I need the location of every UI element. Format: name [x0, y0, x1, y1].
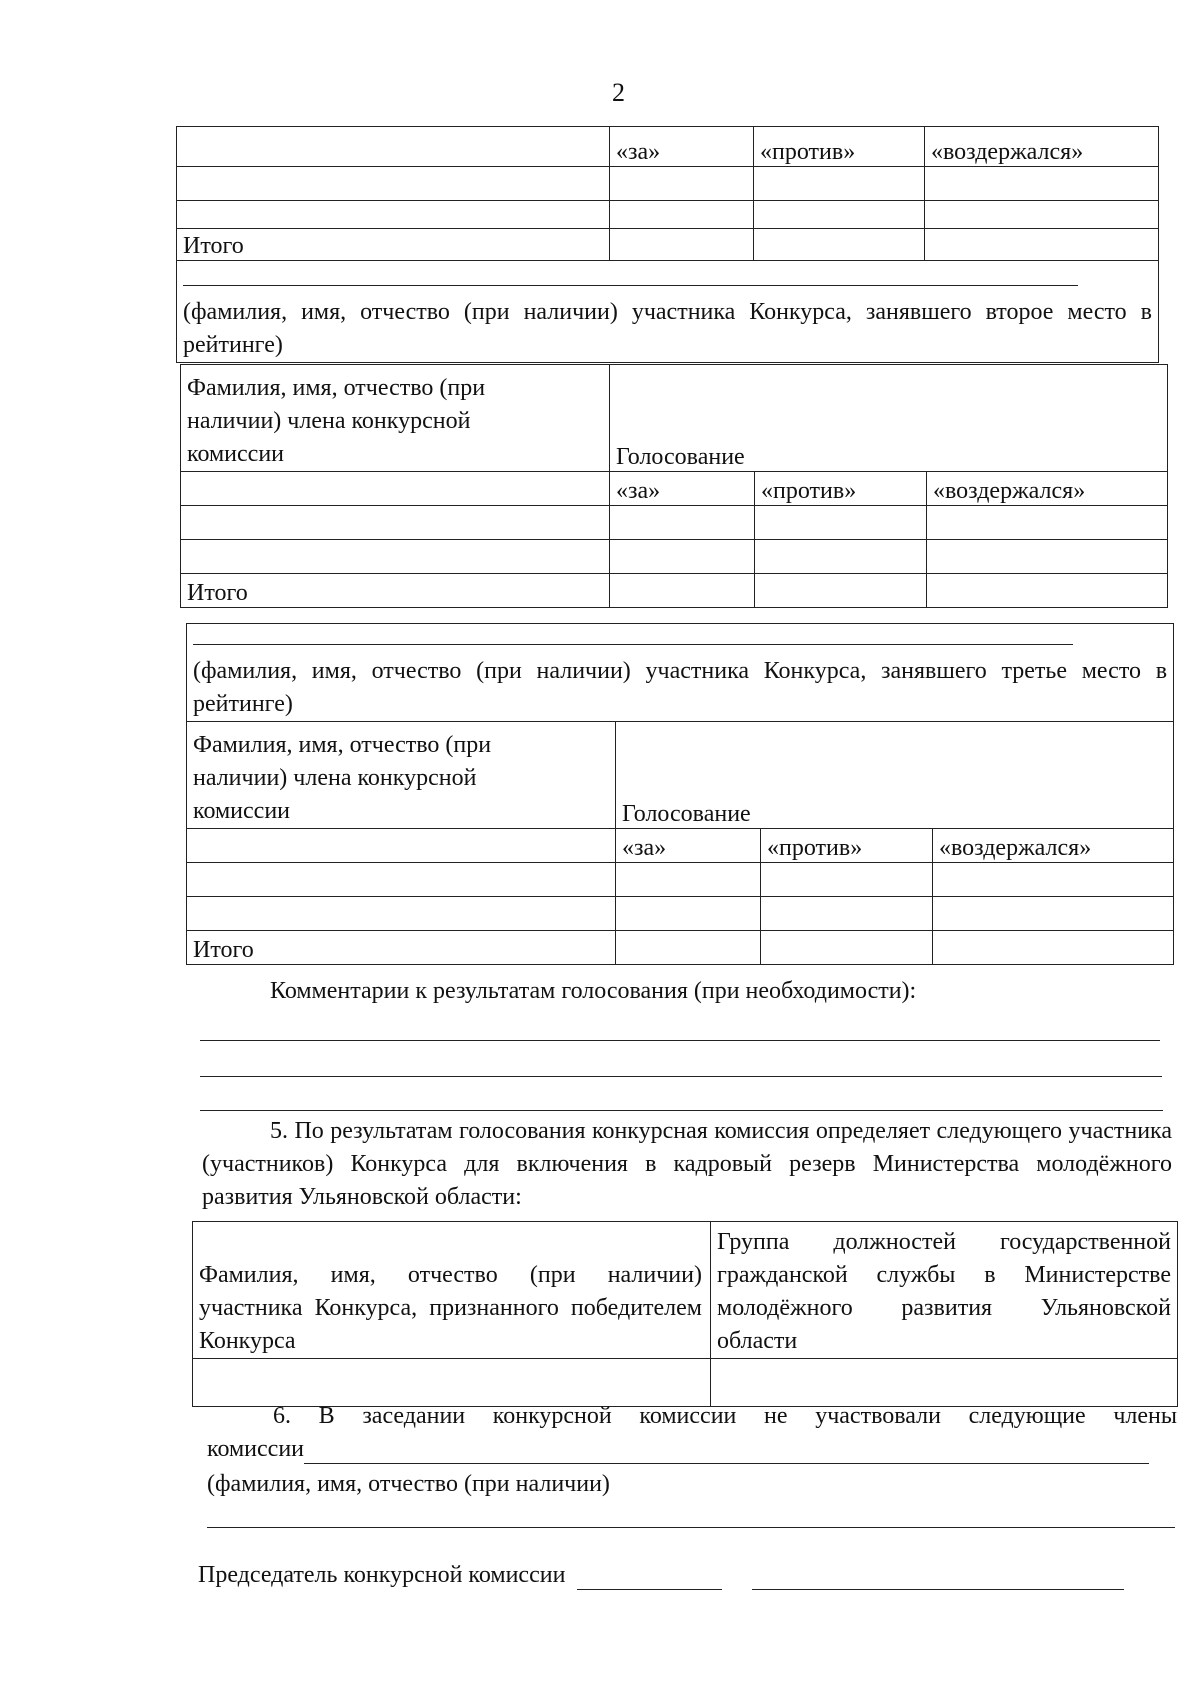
vote-abstained-header: «воздержался»	[933, 829, 1174, 863]
vote-abstained-header: «воздержался»	[927, 472, 1168, 506]
name-line	[752, 1562, 1124, 1590]
voting-table-third-place	[186, 623, 1174, 965]
vote-for-header: «за»	[610, 127, 754, 167]
page-number: 2	[612, 78, 625, 107]
position-group-header: Группа должностей государственной гражданской службы в Министерстве молодёжного развития Ульяновской области	[711, 1222, 1178, 1359]
total-label: Итого	[177, 229, 610, 261]
participant-header: Фамилия, имя, отчество (при наличии) участника Конкурса, признанного победителем Конкурса	[193, 1222, 711, 1359]
second-place-caption: (фамилия, имя, отчество (при наличии) участника Конкурса, занявшего второе место в рейтинге)	[183, 299, 1152, 358]
third-place-participant-cell	[187, 624, 1174, 722]
participant-name-line	[193, 644, 1073, 645]
member-header: Фамилия, имя, отчество (при наличии) члена конкурсной комиссии	[181, 365, 610, 472]
signature-line	[577, 1562, 722, 1590]
section6-commission-word	[207, 1436, 1177, 1464]
vote-against-header: «против»	[755, 472, 927, 506]
member-header: Фамилия, имя, отчество (при наличии) члена конкурсной комиссии	[187, 722, 616, 829]
comments-label: Комментарии к результатам голосования (при необходимости):	[270, 978, 917, 1004]
participant-name-line	[183, 285, 1078, 286]
vote-for-header: «за»	[610, 472, 755, 506]
voting-table-first-place	[176, 126, 1159, 363]
chairman-label: Председатель конкурсной комиссии	[198, 1562, 566, 1588]
member-name-cell	[177, 127, 610, 167]
comment-line	[200, 1040, 1160, 1041]
vote-against-header: «против»	[761, 829, 933, 863]
vote-abstained-header: «воздержался»	[925, 127, 1159, 167]
commission-word: комиссии	[207, 1436, 305, 1462]
vote-for-header: «за»	[616, 829, 761, 863]
total-label: Итого	[181, 574, 610, 608]
absent-members-line	[207, 1527, 1175, 1528]
comment-line	[200, 1110, 1163, 1111]
second-place-participant-cell	[177, 261, 1159, 363]
third-place-caption: (фамилия, имя, отчество (при наличии) участника Конкурса, занявшего третье место в рейтинге)	[193, 658, 1168, 717]
voting-header: Голосование	[616, 722, 1174, 829]
comment-line	[200, 1076, 1162, 1077]
section6-text: 6. В заседании конкурсной комиссии не участвовали следующие члены	[273, 1403, 1177, 1429]
section6-caption: (фамилия, имя, отчество (при наличии)	[207, 1471, 610, 1497]
voting-table-second-place	[180, 364, 1168, 608]
voting-header: Голосование	[610, 365, 1168, 472]
vote-against-header: «против»	[754, 127, 925, 167]
section5-text: 5. По результатам голосования конкурсная комиссия определяет следующего участника (участников) Конкурса для включения в кадровый резерв Министерства молодёжного развития Ульяновской области:	[202, 1118, 1172, 1210]
reserve-table	[192, 1221, 1178, 1407]
chairman-row	[198, 1562, 1188, 1590]
total-label: Итого	[187, 931, 616, 965]
absent-members-line	[304, 1436, 1149, 1464]
